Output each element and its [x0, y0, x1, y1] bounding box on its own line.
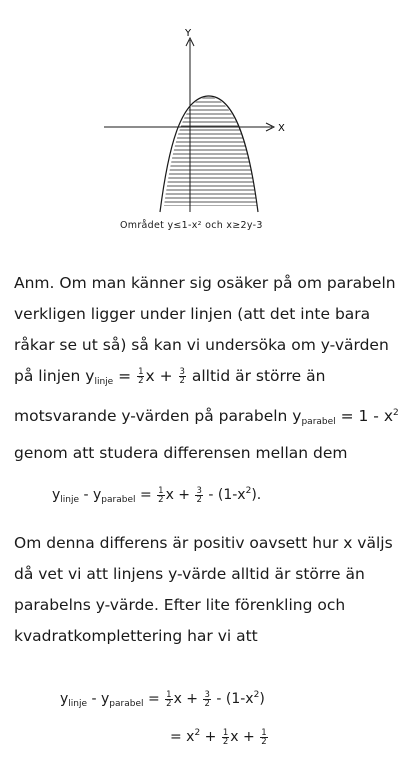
simplification-line-2: = $x^2$ + $\frac{1}{2}$ x + $\frac{1}{2}$	[170, 727, 267, 747]
conclusion-paragraph: Om denna differens är positiv oavsett hur x väljs då vet vi att linjens y-värde alltid är större än parabelns y-värde. Efter lite förenkling och kvadratkomplettering har vi att	[14, 534, 393, 645]
y-axis-label: Y	[185, 28, 192, 39]
figure-caption: Området y≤1-x² och x≥2y-3	[120, 220, 263, 231]
remark-paragraph: Anm. Om man känner sig osäker på om parabeln verkligen ligger under linjen (att det inte bara råkar se ut så) så kan vi undersöka om y-värden på linjen $y_{linje}$ = $\frac{1}{2}$ x + $\frac{3}{2}$ alltid är större än motsvarande y-värden på parabeln $y_{parabel} = 1 - x^2$ genom att studera differensen mellan dem	[14, 274, 399, 462]
difference-equation: $y_{linje} - y_{parabel}$ = $\frac{1}{2}$ x + $\frac{3}{2}$ - $(1-x^2)$.	[52, 485, 262, 505]
shaded-region	[164, 97, 257, 206]
x-axis-label: X	[278, 123, 285, 134]
region-sketch	[0, 0, 420, 240]
simplification-line-1: $y_{linje} - y_{parabel}$ = $\frac{1}{2}$ x + $\frac{3}{2}$ - $(1-x^2)$	[60, 689, 265, 709]
